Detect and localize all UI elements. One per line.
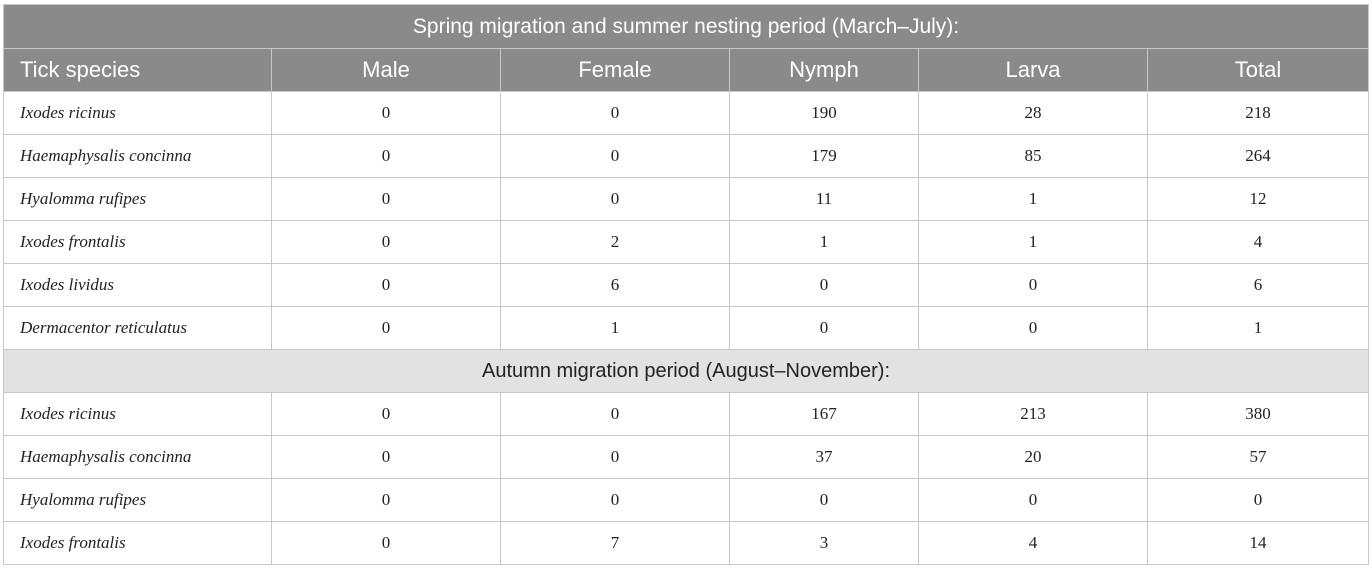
male-cell: 0	[272, 522, 501, 565]
larva-cell: 213	[919, 393, 1148, 436]
header-male: Male	[272, 49, 501, 92]
species-cell: Ixodes ricinus	[4, 92, 272, 135]
header-larva: Larva	[919, 49, 1148, 92]
table-row	[4, 307, 1369, 350]
species-cell: Ixodes frontalis	[4, 522, 272, 565]
female-cell: 2	[501, 221, 730, 264]
larva-cell: 1	[919, 178, 1148, 221]
female-cell: 0	[501, 92, 730, 135]
female-cell: 0	[501, 178, 730, 221]
autumn-section-title-row	[4, 350, 1369, 393]
female-cell: 0	[501, 135, 730, 178]
male-cell: 0	[272, 307, 501, 350]
total-cell: 0	[1148, 479, 1369, 522]
nymph-cell: 0	[730, 264, 919, 307]
nymph-cell: 0	[730, 307, 919, 350]
tick-species-table	[3, 4, 1369, 565]
table-row	[4, 92, 1369, 135]
autumn-section-title: Autumn migration period (August–November):	[4, 350, 1369, 393]
spring-section-title-row	[4, 5, 1369, 49]
header-nymph: Nymph	[730, 49, 919, 92]
female-cell: 1	[501, 307, 730, 350]
male-cell: 0	[272, 479, 501, 522]
larva-cell: 20	[919, 436, 1148, 479]
total-cell: 6	[1148, 264, 1369, 307]
female-cell: 0	[501, 393, 730, 436]
header-total: Total	[1148, 49, 1369, 92]
total-cell: 12	[1148, 178, 1369, 221]
species-cell: Ixodes lividus	[4, 264, 272, 307]
table-row	[4, 221, 1369, 264]
male-cell: 0	[272, 436, 501, 479]
table-row	[4, 135, 1369, 178]
larva-cell: 4	[919, 522, 1148, 565]
male-cell: 0	[272, 264, 501, 307]
larva-cell: 28	[919, 92, 1148, 135]
nymph-cell: 3	[730, 522, 919, 565]
nymph-cell: 190	[730, 92, 919, 135]
total-cell: 264	[1148, 135, 1369, 178]
species-cell: Hyalomma rufipes	[4, 479, 272, 522]
table-row	[4, 436, 1369, 479]
species-cell: Dermacentor reticulatus	[4, 307, 272, 350]
male-cell: 0	[272, 178, 501, 221]
larva-cell: 0	[919, 479, 1148, 522]
total-cell: 218	[1148, 92, 1369, 135]
table-row	[4, 178, 1369, 221]
male-cell: 0	[272, 92, 501, 135]
larva-cell: 85	[919, 135, 1148, 178]
table-row	[4, 264, 1369, 307]
table-row	[4, 393, 1369, 436]
nymph-cell: 1	[730, 221, 919, 264]
total-cell: 1	[1148, 307, 1369, 350]
total-cell: 57	[1148, 436, 1369, 479]
male-cell: 0	[272, 393, 501, 436]
total-cell: 380	[1148, 393, 1369, 436]
female-cell: 0	[501, 436, 730, 479]
header-female: Female	[501, 49, 730, 92]
larva-cell: 1	[919, 221, 1148, 264]
table-row	[4, 522, 1369, 565]
larva-cell: 0	[919, 307, 1148, 350]
total-cell: 4	[1148, 221, 1369, 264]
nymph-cell: 0	[730, 479, 919, 522]
nymph-cell: 167	[730, 393, 919, 436]
nymph-cell: 11	[730, 178, 919, 221]
species-cell: Ixodes frontalis	[4, 221, 272, 264]
species-cell: Haemaphysalis concinna	[4, 135, 272, 178]
female-cell: 0	[501, 479, 730, 522]
nymph-cell: 179	[730, 135, 919, 178]
species-cell: Haemaphysalis concinna	[4, 436, 272, 479]
spring-section-title: Spring migration and summer nesting period (March–July):	[4, 5, 1369, 49]
nymph-cell: 37	[730, 436, 919, 479]
total-cell: 14	[1148, 522, 1369, 565]
larva-cell: 0	[919, 264, 1148, 307]
female-cell: 6	[501, 264, 730, 307]
male-cell: 0	[272, 135, 501, 178]
table-row	[4, 479, 1369, 522]
column-header-row	[4, 49, 1369, 92]
header-tick-species: Tick species	[4, 49, 272, 92]
male-cell: 0	[272, 221, 501, 264]
species-cell: Hyalomma rufipes	[4, 178, 272, 221]
species-cell: Ixodes ricinus	[4, 393, 272, 436]
female-cell: 7	[501, 522, 730, 565]
